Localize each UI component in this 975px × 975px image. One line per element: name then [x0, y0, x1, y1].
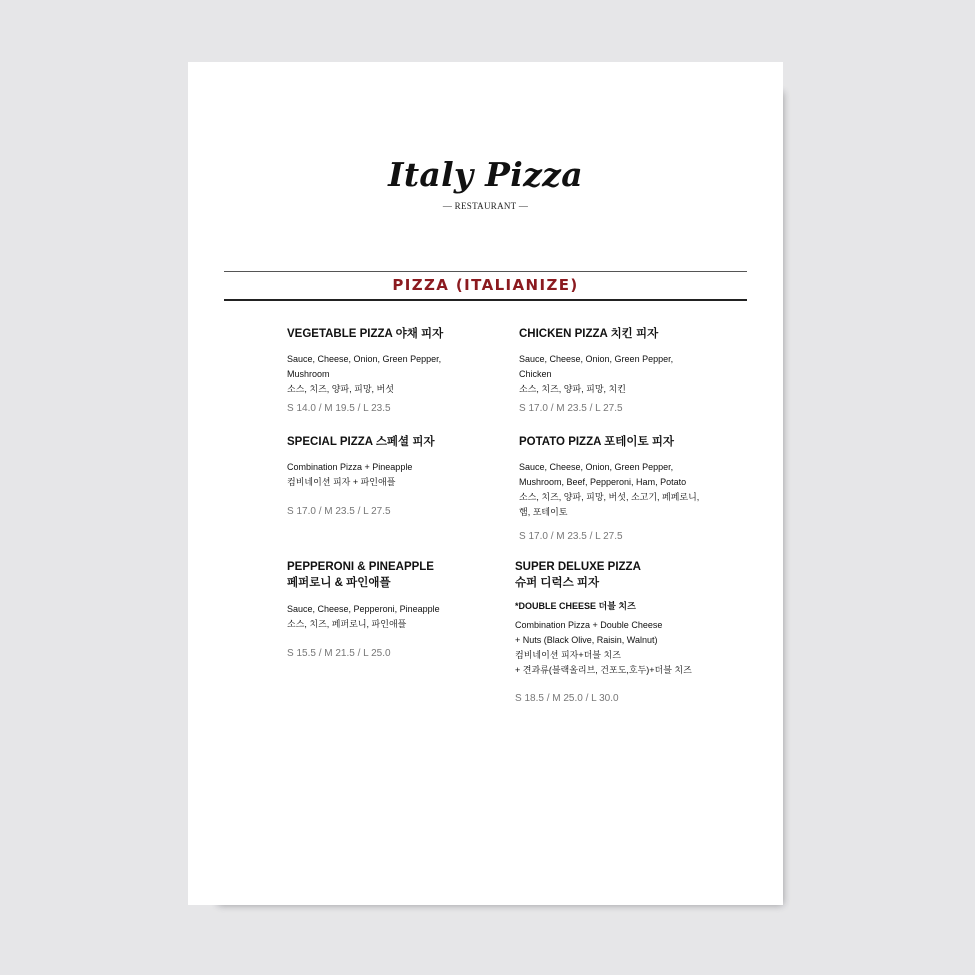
menu-page [188, 62, 783, 905]
restaurant-subtitle: — RESTAURANT — [442, 201, 529, 211]
restaurant-title: Italy Pizza [388, 155, 583, 194]
desc-line: 컴비네이션 피자+더블 치즈 [515, 650, 621, 660]
item-price: S 17.0 / M 23.5 / L 27.5 [287, 506, 391, 517]
desc-line: 소스, 치즈, 양파, 피망, 치킨 [519, 384, 626, 394]
desc-line: Sauce, Cheese, Onion, Green Pepper, [287, 354, 442, 364]
menu-item-chicken-pizza [519, 326, 719, 414]
desc-line: Combination Pizza + Pineapple [287, 462, 413, 472]
menu-item-special-pizza [287, 434, 487, 517]
item-name-line: CHICKEN PIZZA 치킨 피자 [519, 328, 659, 340]
item-description [515, 599, 715, 678]
item-description [519, 460, 719, 520]
item-name-line: SPECIAL PIZZA 스페셜 피자 [287, 436, 435, 448]
item-name-line: PEPPERONI & PINEAPPLE [287, 561, 434, 573]
desc-line: Sauce, Cheese, Pepperoni, Pineapple [287, 604, 440, 614]
item-name-line: 슈퍼 디럭스 피자 [515, 577, 600, 589]
menu-item-vegetable-pizza [287, 326, 487, 414]
item-description [287, 352, 487, 397]
item-price: S 17.0 / M 23.5 / L 27.5 [519, 531, 623, 542]
menu-item-super-deluxe-pizza [515, 559, 715, 704]
desc-line: Mushroom [287, 369, 330, 379]
desc-line: Chicken [519, 369, 552, 379]
item-description [519, 352, 719, 397]
section-rule-top [224, 271, 747, 272]
item-price: S 15.5 / M 21.5 / L 25.0 [287, 648, 391, 659]
desc-line: Sauce, Cheese, Onion, Green Pepper, [519, 354, 674, 364]
desc-line: 햄, 포테이토 [519, 507, 568, 517]
section-rule-bottom [224, 299, 747, 301]
item-name [287, 434, 487, 450]
desc-line: + 견과류(블랙올리브, 건포도,호두)+더블 치즈 [515, 665, 692, 675]
item-name [287, 326, 487, 342]
desc-line: 소스, 치즈, 페퍼로니, 파인애플 [287, 619, 407, 629]
desc-line: 소스, 치즈, 양파, 피망, 버섯 [287, 384, 394, 394]
item-description [287, 602, 487, 632]
item-name [515, 559, 715, 591]
item-name [519, 434, 719, 450]
item-name-line: SUPER DELUXE PIZZA [515, 561, 641, 573]
desc-line: + Nuts (Black Olive, Raisin, Walnut) [515, 635, 658, 645]
item-description [287, 460, 487, 490]
menu-item-pepperoni-pineapple [287, 559, 487, 659]
item-price: S 18.5 / M 25.0 / L 30.0 [515, 693, 619, 704]
item-name [287, 559, 487, 591]
item-name-line: 페퍼로니 & 파인애플 [287, 577, 391, 589]
desc-line: Combination Pizza + Double Cheese [515, 620, 663, 630]
item-name-line: VEGETABLE PIZZA 야채 피자 [287, 328, 444, 340]
desc-line: 소스, 치즈, 양파, 피망, 버섯, 소고기, 페페로니, [519, 492, 700, 502]
item-name [519, 326, 719, 342]
double-cheese-note: *DOUBLE CHEESE 더블 치즈 [515, 601, 636, 611]
desc-line: 컴비네이션 피자 + 파인애플 [287, 477, 396, 487]
item-price: S 14.0 / M 19.5 / L 23.5 [287, 403, 391, 414]
item-name-line: POTATO PIZZA 포테이토 피자 [519, 436, 675, 448]
item-price: S 17.0 / M 23.5 / L 27.5 [519, 403, 623, 414]
desc-line: Mushroom, Beef, Pepperoni, Ham, Potato [519, 477, 687, 487]
section-title: PIZZA (ITALIANIZE) [392, 276, 579, 294]
menu-item-potato-pizza [519, 434, 719, 542]
desc-line: Sauce, Cheese, Onion, Green Pepper, [519, 462, 674, 472]
